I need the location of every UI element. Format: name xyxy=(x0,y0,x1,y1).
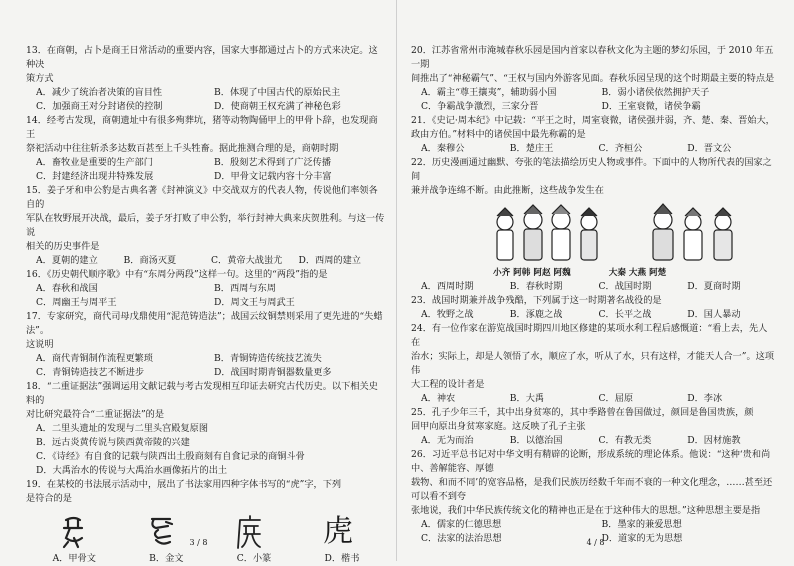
right-page xyxy=(397,0,794,561)
q15-option-b[interactable]: B．商汤灭夏 xyxy=(123,255,177,266)
question-14 xyxy=(26,114,386,184)
q20-stem-2: 间推出了“神秘霸气”、“王权与国内外游客见面。春秋乐园呈现的这个时期最主要的特点是 xyxy=(411,73,775,84)
q22-option-a[interactable]: A．西周时期 xyxy=(421,281,474,292)
q26-option-d[interactable]: D．道家的无为思想 xyxy=(601,533,683,544)
q26-stem-2: 载物、和而不同’的宽容品格，是我们民族历经数千年而不衰的一种文化理念，……甚至还可以看不到夸 xyxy=(411,477,773,502)
q22-stem-1: 22．历史漫画通过幽默、夸张的笔法描绘历史人物或事件。下面中的人物所代表的国家之间 xyxy=(411,157,772,182)
q18-option-d[interactable]: D．大禹治水的传说与大禹治水画像拓片的出土 xyxy=(36,465,228,476)
q13-option-a[interactable]: A．减少了统治者决策的盲目性 xyxy=(36,87,163,98)
question-20 xyxy=(411,44,776,114)
q15-option-d[interactable]: D．西周的建立 xyxy=(298,255,361,266)
q14-stem-2: 祭祀活动中往往斩杀多达数百甚至上千头牲畜。据此推测合理的是，商朝时期 xyxy=(26,143,339,154)
left-column xyxy=(26,44,386,566)
q16-option-c[interactable]: C．周幽王与周平王 xyxy=(36,297,117,308)
q13-stem-1: 13．在商朝，占卜是商王日常活动的重要内容，国家大事都通过占卜的方式来决定。这种决 xyxy=(26,45,378,70)
q18-option-a[interactable]: A．二里头遗址的发现与二里头宫殿复原图 xyxy=(36,423,209,434)
q25-option-d[interactable]: D．因材施教 xyxy=(687,435,741,446)
q17-stem-1: 17．专家研究，商代司母戊鼎使用“泥范铸造法”；战国云纹铜禁则采用了更先进的“失蜡法”。 xyxy=(26,311,383,336)
cartoon-group-right-figures xyxy=(647,202,739,264)
q15-stem-1: 15．姜子牙和申公豹是古典名著《封神演义》中交战双方的代表人物，传说他们率领各自的 xyxy=(26,185,378,210)
q18-option-c[interactable]: C．《诗经》有自食的记载与陕西出土殷商刻有自食记录的商铜斗骨 xyxy=(36,451,305,462)
question-17 xyxy=(26,310,386,380)
q14-option-d[interactable]: D．甲骨文记载内容十分丰富 xyxy=(214,171,332,182)
q25-option-b[interactable]: B．以德治国 xyxy=(509,435,563,446)
q15-stem-3: 相关的历史事件是 xyxy=(26,241,100,252)
q19-option-c[interactable]: C．小篆 xyxy=(236,553,272,564)
q24-stem-1: 24．有一位作家在游览战国时期四川地区修建的某项水利工程后感慨道：“看上去，先人在 xyxy=(411,323,768,348)
cartoon-caption-right: 大秦 大燕 阿楚 xyxy=(608,268,667,278)
q17-option-a[interactable]: A．商代青铜制作流程更繁琐 xyxy=(36,353,153,364)
q14-stem-1: 14．经考古发现，商朝遗址中有很多殉葬坑，猪等动物陶俑甲上的甲骨卜辞，也发现商王 xyxy=(26,115,378,140)
q18-stem-2: 对比研究最符合“二重证据法”的是 xyxy=(26,409,165,420)
q18-option-b[interactable]: B．远古炎黄传说与陕西黄帝陵的兴建 xyxy=(36,437,190,448)
q13-stem-2: 策方式 xyxy=(26,73,54,84)
q21-stem-1: 21．《史记·周本纪》中记载：“平王之时，周室衰微，诸侯强并弱，齐、楚、秦、晋始大， xyxy=(411,115,775,126)
q20-stem-1: 20．江苏省常州市淹城春秋乐园是国内首家以春秋文化为主题的梦幻乐园，于 2010 年五一期 xyxy=(411,45,774,70)
q21-option-b[interactable]: B．楚庄王 xyxy=(509,143,554,154)
q19-stem-1: 19．在某校的书法展示活动中，展出了书法家用四种字体书写的“虎”字，下列 xyxy=(26,479,342,490)
q22-option-d[interactable]: D．夏商时期 xyxy=(687,281,741,292)
q19-option-d[interactable]: D．楷书 xyxy=(324,553,360,564)
q20-option-c[interactable]: C．争霸战争激烈，三家分晋 xyxy=(421,101,539,112)
q20-option-d[interactable]: D．王室衰微，诸侯争霸 xyxy=(601,101,701,112)
q16-option-d[interactable]: D．周文王与周武王 xyxy=(214,297,295,308)
cartoon-group-left-figures xyxy=(489,202,607,264)
q25-option-c[interactable]: C．有教无类 xyxy=(598,435,652,446)
q20-option-b[interactable]: B．弱小诸侯依然拥护天子 xyxy=(601,87,710,98)
q23-option-d[interactable]: D．国人暴动 xyxy=(687,309,741,320)
q23-option-a[interactable]: A．牧野之战 xyxy=(421,309,474,320)
page-number-right: 4 / 8 xyxy=(586,538,605,547)
question-22 xyxy=(411,156,776,294)
q16-stem-1: 16．《历史朝代顺序歌》中有“东周分两段”这样一句。这里的“两段”指的是 xyxy=(26,269,328,280)
q26-stem-3: 张地说，我们中华民族传统文化的精神也正是在于这种伟大的思想。”这种思想主要是指 xyxy=(411,505,761,516)
q19-option-a[interactable]: A．甲骨文 xyxy=(52,553,96,564)
q19-stem-2: 是符合的是 xyxy=(26,493,72,504)
left-page xyxy=(0,0,397,564)
q26-stem-1: 26．习近平总书记对中华文明有精辟的论断，形成系统的理论体系。他说：“这种‘贵和尚中、善解能容、厚德 xyxy=(411,449,771,474)
page-number-left: 3 / 8 xyxy=(189,538,208,547)
q24-option-a[interactable]: A．神农 xyxy=(421,393,456,404)
q20-option-a[interactable]: A．霸主“尊王攘夷”，辅助弱小国 xyxy=(421,87,557,98)
question-16 xyxy=(26,268,386,310)
question-21 xyxy=(411,114,776,156)
question-24 xyxy=(411,322,776,406)
regular-script-tiger-glyph: 虎 xyxy=(323,514,353,549)
q16-option-a[interactable]: A．春秋和战国 xyxy=(36,283,98,294)
q21-option-d[interactable]: D．晋文公 xyxy=(687,143,732,154)
q14-option-b[interactable]: B．殷刻艺术得到了广泛传播 xyxy=(214,157,332,168)
q26-option-b[interactable]: B．墨家的兼爱思想 xyxy=(601,519,682,530)
q23-option-c[interactable]: C．长平之战 xyxy=(598,309,652,320)
q23-option-b[interactable]: B．涿鹿之战 xyxy=(509,309,563,320)
q16-option-b[interactable]: B．西周与东周 xyxy=(214,283,276,294)
q26-option-c[interactable]: C．法家的法治思想 xyxy=(421,533,502,544)
q21-option-a[interactable]: A．秦穆公 xyxy=(421,143,465,154)
q18-stem-1: 18．“二重证据法”强调运用文献记载与考古发现相互印证去研究古代历史。以下相关史料的 xyxy=(26,381,378,406)
q14-option-c[interactable]: C．封建经济出现井特殊发展 xyxy=(36,171,154,182)
question-13 xyxy=(26,44,386,114)
q22-option-c[interactable]: C．战国时期 xyxy=(598,281,652,292)
q21-stem-2: 政由方伯。”材料中的诸侯国中最先称霸的是 xyxy=(411,129,586,140)
q24-option-b[interactable]: B．大禹 xyxy=(509,393,545,404)
q15-stem-2: 军队在牧野展开决战，最后，姜子牙打败了申公豹，举行封神大典来庆贺胜利。与这一传说 xyxy=(26,213,385,238)
question-25 xyxy=(411,406,776,448)
question-23 xyxy=(411,294,776,322)
q21-option-c[interactable]: C．齐桓公 xyxy=(598,143,643,154)
q15-option-a[interactable]: A．夏朝的建立 xyxy=(36,255,98,266)
q13-option-c[interactable]: C．加强商王对分封诸侯的控制 xyxy=(36,101,163,112)
q24-option-c[interactable]: C．屈原 xyxy=(598,393,634,404)
q17-option-b[interactable]: B．青铜铸造传统技艺流失 xyxy=(214,353,322,364)
q17-option-c[interactable]: C．青铜铸造技艺不断进步 xyxy=(36,367,145,378)
q13-option-b[interactable]: B．体现了中国古代的原始民主 xyxy=(214,87,341,98)
q14-option-a[interactable]: A．畜牧业是重要的生产部门 xyxy=(36,157,153,168)
q25-stem-2: 回甲向原出身贫寒家庭。这反映了孔子主张 xyxy=(411,421,586,432)
q23-stem-1: 23．战国时期兼并战争残酷，下列属于这一时期著名战役的是 xyxy=(411,295,662,306)
q22-option-b[interactable]: B．春秋时期 xyxy=(509,281,563,292)
question-19 xyxy=(26,478,386,566)
right-column xyxy=(411,44,776,546)
q17-option-d[interactable]: D．战国时期青铜器数量更多 xyxy=(214,367,332,378)
q19-option-b[interactable]: B．金文 xyxy=(149,553,184,564)
q22-stem-2: 兼并战争连绵不断。由此推断，这些战争发生在 xyxy=(411,185,604,196)
q17-stem-2: 这说明 xyxy=(26,339,54,350)
question-18 xyxy=(26,380,386,478)
cartoon-caption-left: 小齐 阿韩 阿赵 阿魏 xyxy=(493,268,571,278)
q15-option-c[interactable]: C．黄帝大战蚩尤 xyxy=(211,255,283,266)
question-15 xyxy=(26,184,386,268)
q25-stem-1: 25．孔子少年三千，其中出身贫寒的，其中季路曾在鲁国做过，颜回是鲁国贵族，颜 xyxy=(411,407,754,418)
q24-option-d[interactable]: D．李冰 xyxy=(687,393,723,404)
question-26 xyxy=(411,448,776,546)
q24-stem-2: 治水；实际上，却是人领悟了水，顺应了水，听从了水，只有这样，才能天人合一”。这项伟 xyxy=(411,351,775,376)
q26-option-a[interactable]: A．儒家的仁德思想 xyxy=(421,519,502,530)
q13-option-d[interactable]: D．使商朝王权充满了神秘色彩 xyxy=(214,101,341,112)
q25-option-a[interactable]: A．无为而治 xyxy=(421,435,474,446)
q24-stem-3: 大工程的设计者是 xyxy=(411,379,485,390)
warring-states-cartoon xyxy=(489,202,776,264)
